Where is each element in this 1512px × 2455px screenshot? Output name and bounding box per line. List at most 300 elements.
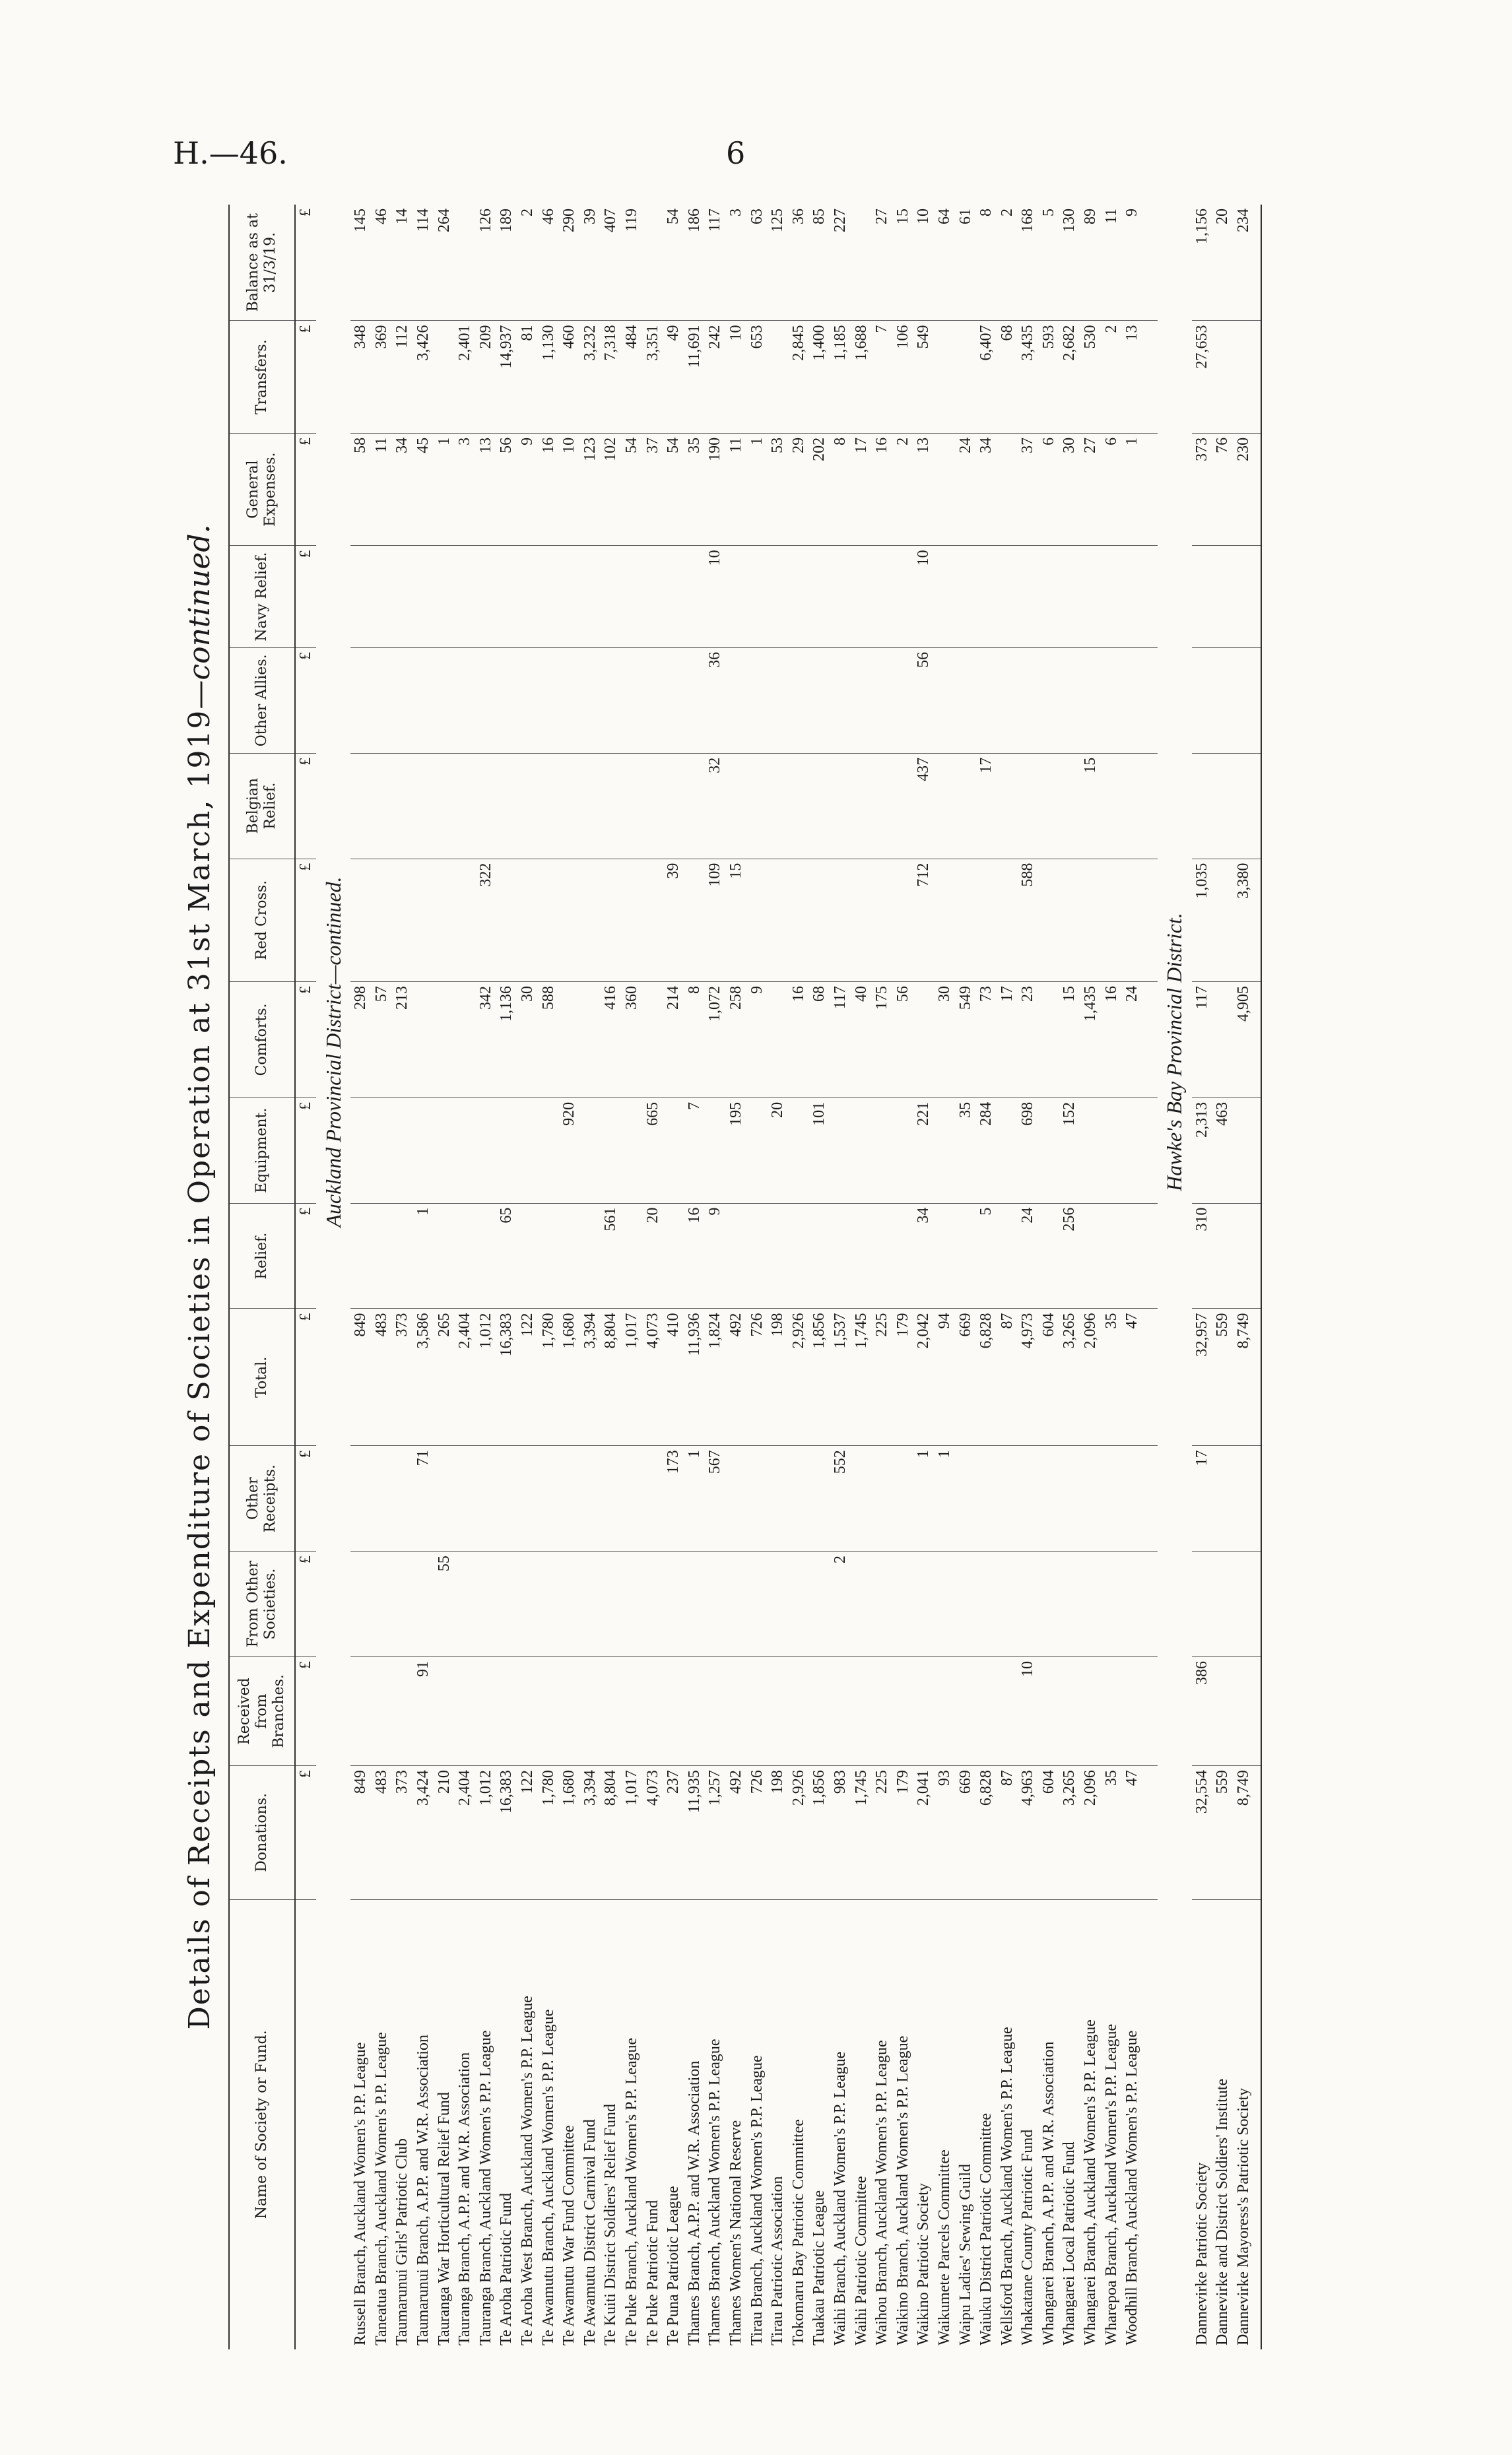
table-cell: 483 xyxy=(372,1309,393,1446)
table-cell xyxy=(559,1446,580,1552)
table-cell xyxy=(350,1097,372,1203)
table-cell: 588 xyxy=(1018,859,1039,981)
table-cell xyxy=(788,753,809,859)
table-cell: 2,682 xyxy=(1059,321,1080,433)
table-cell: 36 xyxy=(705,647,726,753)
table-cell xyxy=(684,546,706,648)
table-cell xyxy=(746,859,768,981)
table-cell: 91 xyxy=(413,1656,434,1765)
table-cell: 20 xyxy=(1212,205,1233,321)
table-cell: 14,937 xyxy=(496,321,517,433)
table-cell xyxy=(295,1899,316,2349)
table-cell: 94 xyxy=(935,1309,956,1446)
table-cell: 145 xyxy=(350,205,372,321)
table-cell: 20 xyxy=(642,1203,663,1309)
table-cell xyxy=(1233,1656,1255,1765)
table-cell: 123 xyxy=(580,433,601,545)
table-cell xyxy=(976,546,997,648)
table-cell xyxy=(455,205,476,321)
table-cell xyxy=(768,321,789,433)
table-cell: 119 xyxy=(622,205,643,321)
table-cell: 27 xyxy=(1080,433,1101,545)
table-cell xyxy=(1101,859,1122,981)
table-cell xyxy=(976,647,997,753)
table-cell xyxy=(1212,982,1233,1098)
table-cell xyxy=(809,753,830,859)
table-cell: 492 xyxy=(726,1309,747,1446)
table-cell xyxy=(1254,982,1261,1098)
table-cell: 2,313 xyxy=(1192,1097,1213,1203)
table-cell: 1,017 xyxy=(622,1309,643,1446)
table-cell xyxy=(768,546,789,648)
table-cell xyxy=(1122,546,1143,648)
table-cell xyxy=(726,1203,747,1309)
table-cell: 920 xyxy=(559,1097,580,1203)
table-row xyxy=(580,205,601,2349)
table-cell xyxy=(1039,1656,1060,1765)
table-cell xyxy=(935,546,956,648)
table-cell: 1,035 xyxy=(1192,859,1213,981)
table-cell xyxy=(496,859,517,981)
table-cell xyxy=(1254,1552,1261,1657)
table-cell xyxy=(1080,546,1101,648)
table-cell: 117 xyxy=(1192,982,1213,1098)
table-cell xyxy=(851,1446,872,1552)
table-cell: 2 xyxy=(892,433,913,545)
spacer-row xyxy=(1143,205,1158,2349)
table-cell: 242 xyxy=(705,321,726,433)
table-cell xyxy=(372,753,393,859)
table-cell: 369 xyxy=(372,321,393,433)
table-cell xyxy=(580,1097,601,1203)
table-cell xyxy=(976,1656,997,1765)
table-cell: 17 xyxy=(976,753,997,859)
society-name: Waikumete Parcels Committee xyxy=(935,2149,953,2345)
table-cell: 32,957 xyxy=(1192,1309,1213,1446)
table-cell: 6,828 xyxy=(976,1766,997,1899)
table-cell xyxy=(955,1656,976,1765)
table-cell xyxy=(350,1446,372,1552)
unit-symbol: £ xyxy=(295,753,316,859)
table-cell xyxy=(455,546,476,648)
table-cell: 55 xyxy=(434,1552,455,1657)
table-cell: 3,426 xyxy=(413,321,434,433)
table-cell: 2,926 xyxy=(788,1766,809,1899)
table-cell xyxy=(392,1552,413,1657)
table-cell: 46 xyxy=(372,205,393,321)
table-row xyxy=(955,205,976,2349)
table-cell: 849 xyxy=(350,1766,372,1899)
table-row xyxy=(392,205,413,2349)
table-cell xyxy=(788,1656,809,1765)
table-cell xyxy=(1018,753,1039,859)
table-row xyxy=(809,205,830,2349)
table-cell: 16 xyxy=(872,433,893,545)
table-cell xyxy=(1101,1656,1122,1765)
society-name: Whangarei Branch, A.P.P. and W.R. Association xyxy=(1039,2041,1057,2345)
table-cell xyxy=(1143,982,1158,1098)
society-name: Waiuku District Patriotic Committee xyxy=(977,2112,995,2345)
table-cell xyxy=(455,753,476,859)
table-cell xyxy=(1254,1097,1261,1203)
table-cell xyxy=(726,1552,747,1657)
table-cell: 1,156 xyxy=(1192,205,1213,321)
table-cell: 373 xyxy=(1192,433,1213,545)
table-cell: 61 xyxy=(955,205,976,321)
table-cell: 1,688 xyxy=(851,321,872,433)
table-cell: 109 xyxy=(705,859,726,981)
table-cell xyxy=(434,753,455,859)
table-cell xyxy=(350,859,372,981)
table-cell xyxy=(935,1552,956,1657)
table-cell: 549 xyxy=(913,321,935,433)
table-cell: 214 xyxy=(663,982,684,1098)
table-cell xyxy=(1101,647,1122,753)
rotated-table-block xyxy=(172,205,1253,2349)
table-row xyxy=(1080,205,1101,2349)
table-cell xyxy=(1254,647,1261,753)
table-cell: 561 xyxy=(601,1203,622,1309)
table-cell: 8,749 xyxy=(1233,1766,1255,1899)
table-cell: 68 xyxy=(809,982,830,1098)
table-cell: 310 xyxy=(1192,1203,1213,1309)
table-cell xyxy=(455,859,476,981)
table-cell xyxy=(642,753,663,859)
table-cell xyxy=(1122,753,1143,859)
table-cell: 460 xyxy=(559,321,580,433)
table-cell xyxy=(1143,859,1158,981)
table-cell: 225 xyxy=(872,1766,893,1899)
table-row xyxy=(455,205,476,2349)
table-cell: 76 xyxy=(1212,433,1233,545)
table-cell xyxy=(392,1097,413,1203)
table-cell xyxy=(851,647,872,753)
table-cell xyxy=(476,1203,497,1309)
table-row xyxy=(372,205,393,2349)
table-cell xyxy=(726,753,747,859)
table-cell xyxy=(413,1552,434,1657)
unit-symbol: £ xyxy=(295,205,316,321)
society-name: Thames Branch, Auckland Women's P.P. League xyxy=(706,2039,724,2345)
table-cell xyxy=(746,1552,768,1657)
table-row xyxy=(517,205,539,2349)
table-cell xyxy=(872,647,893,753)
society-name: Wharepoa Branch, Auckland Women's P.P. League xyxy=(1102,2023,1120,2345)
header-row xyxy=(229,205,295,2349)
table-cell xyxy=(684,859,706,981)
table-cell: 53 xyxy=(768,433,789,545)
table-cell: 2,041 xyxy=(913,1766,935,1899)
table-cell xyxy=(538,1097,559,1203)
column-header: Other Allies. xyxy=(229,647,295,753)
table-cell xyxy=(997,753,1018,859)
table-cell xyxy=(976,1446,997,1552)
table-cell: 437 xyxy=(913,753,935,859)
table-cell xyxy=(746,1656,768,1765)
society-name: Russell Branch, Auckland Women's P.P. League xyxy=(352,2042,370,2345)
table-cell: 669 xyxy=(955,1766,976,1899)
table-cell xyxy=(997,1097,1018,1203)
table-cell: 17 xyxy=(997,982,1018,1098)
table-cell xyxy=(935,859,956,981)
table-cell xyxy=(851,859,872,981)
table-cell xyxy=(1039,859,1060,981)
table-cell: 2,404 xyxy=(455,1309,476,1446)
table-cell xyxy=(559,982,580,1098)
table-cell: 126 xyxy=(476,205,497,321)
table-cell: 1,130 xyxy=(538,321,559,433)
table-cell: 1,780 xyxy=(538,1309,559,1446)
table-cell xyxy=(413,647,434,753)
table-cell xyxy=(872,1656,893,1765)
table-cell xyxy=(580,1656,601,1765)
table-title-main: Details of Receipts and Expenditure of Societies in Operation at 31st March, 1919 xyxy=(183,709,216,2030)
column-header: Relief. xyxy=(229,1203,295,1309)
table-cell: 549 xyxy=(955,982,976,1098)
table-cell xyxy=(601,1097,622,1203)
table-cell: 290 xyxy=(559,205,580,321)
society-name: Waikino Branch, Auckland Women's P.P. League xyxy=(894,2035,911,2345)
table-cell xyxy=(622,647,643,753)
closing-rule xyxy=(1254,205,1261,2349)
table-cell: 17 xyxy=(851,433,872,545)
table-cell xyxy=(496,647,517,753)
table-cell: 56 xyxy=(496,433,517,545)
table-cell xyxy=(642,982,663,1098)
table-cell xyxy=(726,546,747,648)
table-cell: 47 xyxy=(1122,1766,1143,1899)
table-cell xyxy=(372,1097,393,1203)
table-cell xyxy=(1254,321,1261,433)
table-cell: 3,435 xyxy=(1018,321,1039,433)
unit-row xyxy=(295,205,316,2349)
table-cell: 56 xyxy=(892,982,913,1098)
unit-symbol: £ xyxy=(295,1097,316,1203)
table-cell xyxy=(830,753,851,859)
table-cell xyxy=(372,1552,393,1657)
table-cell xyxy=(788,1446,809,1552)
table-cell: 4,963 xyxy=(1018,1766,1039,1899)
table-cell xyxy=(663,546,684,648)
table-cell: 2,096 xyxy=(1080,1766,1101,1899)
table-cell xyxy=(955,647,976,753)
table-cell: 117 xyxy=(830,982,851,1098)
society-name: Taneatua Branch, Auckland Women's P.P. League xyxy=(372,2032,390,2345)
table-cell: 93 xyxy=(935,1766,956,1899)
table-cell xyxy=(601,1446,622,1552)
table-row xyxy=(1018,205,1039,2349)
table-cell xyxy=(538,1656,559,1765)
table-cell: 11,935 xyxy=(684,1766,706,1899)
table-cell: 1,017 xyxy=(622,1766,643,1899)
table-cell xyxy=(913,1656,935,1765)
table-cell xyxy=(1254,753,1261,859)
table-cell xyxy=(1254,1446,1261,1552)
table-cell: 10 xyxy=(913,205,935,321)
society-name: Te Aroha Patriotic Fund xyxy=(498,2193,515,2345)
table-cell xyxy=(746,1203,768,1309)
table-cell: 16 xyxy=(538,433,559,545)
table-cell xyxy=(392,1446,413,1552)
unit-symbol: £ xyxy=(295,1766,316,1899)
table-cell: 234 xyxy=(1233,205,1255,321)
table-cell xyxy=(517,546,539,648)
table-cell xyxy=(809,546,830,648)
table-cell xyxy=(372,1203,393,1309)
table-cell xyxy=(1059,647,1080,753)
table-cell xyxy=(768,859,789,981)
table-cell: 54 xyxy=(622,433,643,545)
table-cell: 15 xyxy=(1080,753,1101,859)
table-cell: 2,096 xyxy=(1080,1309,1101,1446)
table-cell: 8 xyxy=(976,205,997,321)
section-heading-row xyxy=(1158,205,1192,2349)
table-cell xyxy=(1143,647,1158,753)
table-cell: 3,394 xyxy=(580,1309,601,1446)
section-heading: Auckland Provincial District—continued. xyxy=(321,876,345,1228)
table-cell xyxy=(684,753,706,859)
table-row xyxy=(559,205,580,2349)
table-cell xyxy=(788,647,809,753)
society-name: Tokomaru Bay Patriotic Committee xyxy=(789,2119,807,2345)
table-cell xyxy=(892,546,913,648)
table-row xyxy=(935,205,956,2349)
table-cell xyxy=(1254,433,1261,545)
table-cell xyxy=(1254,546,1261,648)
table-cell xyxy=(872,753,893,859)
table-cell: 198 xyxy=(768,1766,789,1899)
society-name: Tirau Patriotic Association xyxy=(769,2176,787,2345)
table-cell: 1,136 xyxy=(496,982,517,1098)
table-cell xyxy=(1039,1446,1060,1552)
table-cell xyxy=(1254,859,1261,981)
table-cell: 10 xyxy=(726,321,747,433)
table-cell xyxy=(517,1203,539,1309)
table-cell xyxy=(768,647,789,753)
society-name: Te Awamutu Branch, Auckland Women's P.P. League xyxy=(539,2009,557,2345)
table-cell: 567 xyxy=(705,1446,726,1552)
table-cell xyxy=(496,1097,517,1203)
table-cell xyxy=(851,753,872,859)
table-cell xyxy=(496,1552,517,1657)
table-cell xyxy=(1122,1656,1143,1765)
table-cell: 849 xyxy=(350,1309,372,1446)
table-cell: 34 xyxy=(913,1203,935,1309)
table-cell: 2,401 xyxy=(455,321,476,433)
table-cell xyxy=(997,859,1018,981)
column-header: Navy Relief. xyxy=(229,546,295,648)
table-cell: 36 xyxy=(788,205,809,321)
table-cell xyxy=(892,859,913,981)
table-row xyxy=(684,205,706,2349)
table-cell xyxy=(1233,753,1255,859)
table-cell xyxy=(892,1656,913,1765)
table-cell xyxy=(1143,205,1158,321)
table-cell xyxy=(788,1203,809,1309)
society-name: Waikino Patriotic Society xyxy=(915,2182,933,2345)
table-cell: 10 xyxy=(913,546,935,648)
table-cell: 6,828 xyxy=(976,1309,997,1446)
table-cell: 256 xyxy=(1059,1203,1080,1309)
table-cell: 230 xyxy=(1233,433,1255,545)
table-cell xyxy=(830,1656,851,1765)
table-cell: 1,780 xyxy=(538,1766,559,1899)
table-cell xyxy=(455,1552,476,1657)
table-cell xyxy=(476,1552,497,1657)
table-cell: 213 xyxy=(392,982,413,1098)
table-cell: 32,554 xyxy=(1192,1766,1213,1899)
table-cell: 1 xyxy=(935,1446,956,1552)
table-cell: 265 xyxy=(434,1309,455,1446)
table-cell xyxy=(455,1656,476,1765)
table-cell xyxy=(1101,1203,1122,1309)
table-cell: 57 xyxy=(372,982,393,1098)
table-cell: 386 xyxy=(1192,1656,1213,1765)
table-cell xyxy=(1212,321,1233,433)
table-cell: 726 xyxy=(746,1766,768,1899)
table-cell: 1,680 xyxy=(559,1766,580,1899)
table-cell xyxy=(642,1656,663,1765)
table-cell: 54 xyxy=(663,205,684,321)
table-cell xyxy=(601,859,622,981)
table-cell xyxy=(1192,647,1213,753)
table-cell xyxy=(1143,1309,1158,1446)
society-name: Tauranga Branch, A.P.P. and W.R. Association xyxy=(456,2052,474,2345)
table-cell xyxy=(517,1552,539,1657)
table-cell: 65 xyxy=(496,1203,517,1309)
table-cell xyxy=(830,546,851,648)
table-row xyxy=(663,205,684,2349)
table-row xyxy=(892,205,913,2349)
table-cell xyxy=(1018,1446,1039,1552)
table-cell: 2,042 xyxy=(913,1309,935,1446)
table-cell xyxy=(580,1552,601,1657)
table-cell xyxy=(684,1552,706,1657)
table-cell xyxy=(434,1656,455,1765)
table-cell xyxy=(538,859,559,981)
table-cell xyxy=(955,1203,976,1309)
table-cell: 983 xyxy=(830,1766,851,1899)
table-cell: 348 xyxy=(350,321,372,433)
table-row xyxy=(726,205,747,2349)
table-cell xyxy=(935,1097,956,1203)
table-cell xyxy=(726,1656,747,1765)
table-cell xyxy=(1101,1552,1122,1657)
table-cell: 7,318 xyxy=(601,321,622,433)
table-cell: 484 xyxy=(622,321,643,433)
table-cell xyxy=(955,321,976,433)
table-row xyxy=(1059,205,1080,2349)
table-cell: 58 xyxy=(350,433,372,545)
table-cell xyxy=(788,1552,809,1657)
table-cell xyxy=(872,1552,893,1657)
table-cell xyxy=(892,1097,913,1203)
table-cell: 10 xyxy=(559,433,580,545)
table-cell: 63 xyxy=(746,205,768,321)
table-cell xyxy=(935,1656,956,1765)
table-cell xyxy=(705,1656,726,1765)
table-cell xyxy=(392,1656,413,1765)
table-cell: 15 xyxy=(892,205,913,321)
table-cell xyxy=(746,647,768,753)
table-cell xyxy=(1143,1203,1158,1309)
table-cell: 604 xyxy=(1039,1309,1060,1446)
table-cell: 559 xyxy=(1212,1309,1233,1446)
society-name: Te Puke Patriotic Fund xyxy=(643,2200,661,2345)
table-cell xyxy=(559,859,580,981)
unit-symbol: £ xyxy=(295,433,316,545)
table-row xyxy=(1212,205,1233,2349)
